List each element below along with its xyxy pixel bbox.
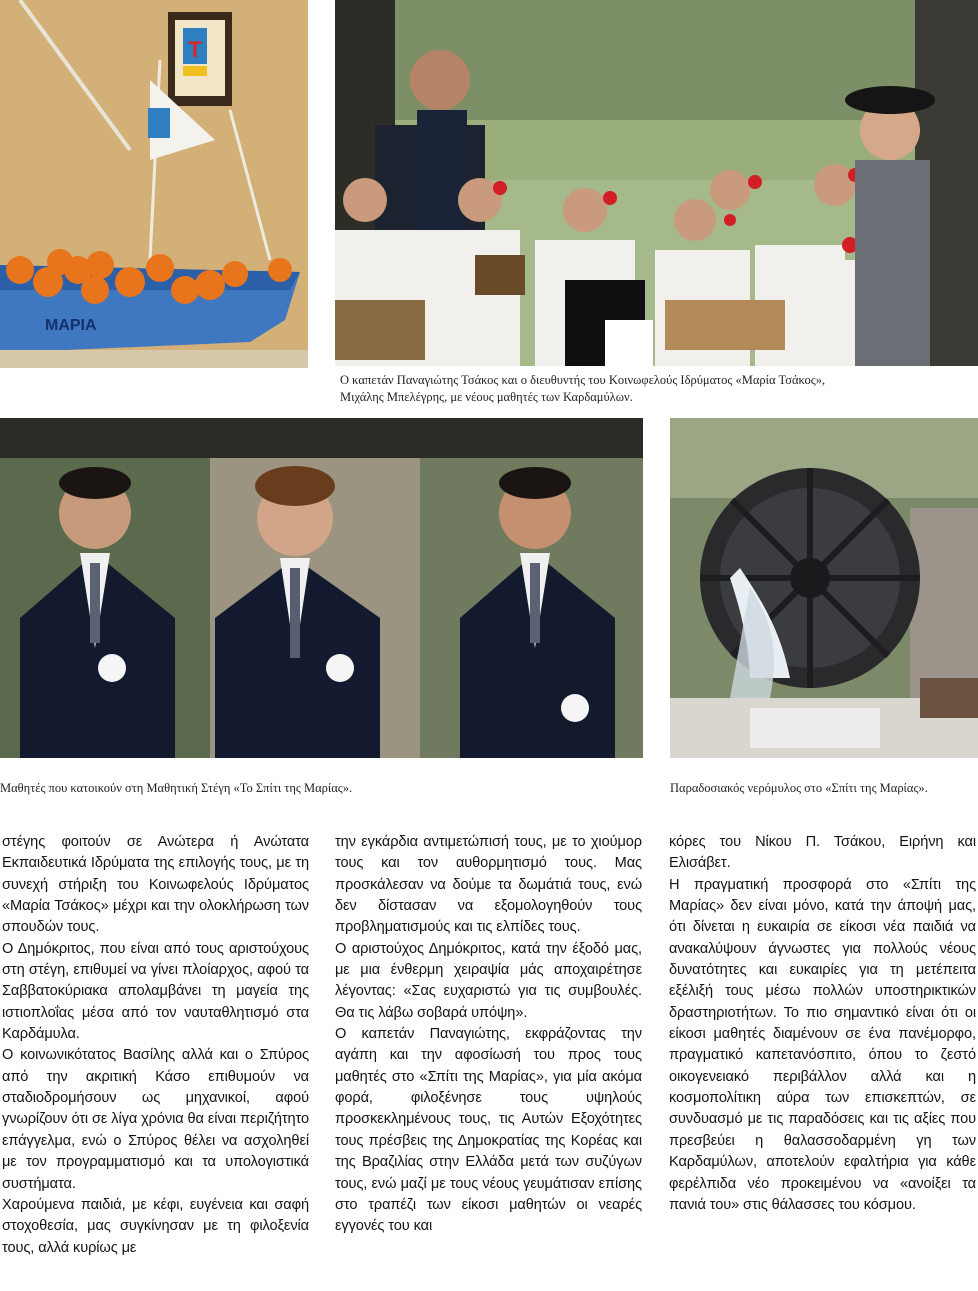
children-group-photo-icon xyxy=(335,0,978,366)
text-column-1 xyxy=(2,832,309,1259)
text-column-2 xyxy=(335,832,642,1238)
col2-paragraph-3: Ο καπετάν Παναγιώτης, εκφράζοντας την αγάπη και την αφοσίωσή του προς τους μαθητές στο «Σπίτι της Μαρίας», για μία ακόμα φορά, φιλοξένησε τους υψηλούς προσκεκλημένους τους, τις Αυτών Εξοχότητες τους πρέσβεις της Δημοκρατίας της Κορέας και της Βραζιλίας στην Ελλάδα μετά των συζύγων τους, ενώ μαζί με τους νέους γευμάτισαν επίσης στο τραπέζι των είκοσι μαθητών οι νεαρές εγγονές του και xyxy=(335,1026,642,1235)
col2-paragraph-1: την εγκάρδια αντιμετώπισή τους, με το χιούμορ τους και τον αυθορμητισμό τους. Μας προσκάλεσαν να δούμε τα δωμάτιά τους, ενώ δεν δίστασαν να εξομολογηθούν τους προβληματισμούς και τις ελπίδες τους. xyxy=(335,834,642,936)
watermill-photo-caption: Παραδοσιακός νερόμυλος στο «Σπίτι της Μαρίας». xyxy=(670,781,928,795)
col1-paragraph-1: στέγης φοιτούν σε Ανώτερα ή Ανώτατα Εκπαιδευτικά Ιδρύματα της επιλογής τους, με τη συνεχή στήριξη του Κοινωφελούς Ιδρύματος «Μαρία Τσάκος» μέχρι και την ολοκλήρωση των σπουδών τους. xyxy=(2,834,309,936)
boat-with-oranges-icon xyxy=(0,0,308,368)
orange-boat-photo xyxy=(0,0,308,368)
col1-paragraph-2: Ο Δημόκριτος, που είναι από τους αριστούχους στη στέγη, επιθυμεί να γίνει πλοίαρχος, αφού τα Σαββατοκύριακα απολαμβάνει τη μαγεία της ιστιοπλοΐας μέσα από τον ναυταθλητισμό στα Καρδάμυλα. xyxy=(2,940,309,1043)
caption-line-2: Μιχάλης Μπελέγρης, με νέους μαθητές των Καρδαμύλων. xyxy=(340,390,633,404)
students-photo xyxy=(0,418,643,758)
students-photo-caption: Μαθητές που κατοικούν στη Μαθητική Στέγη «Το Σπίτι της Μαρίας». xyxy=(0,781,353,795)
children-group-photo xyxy=(335,0,978,366)
flag-letter: T xyxy=(188,37,202,62)
caption-line-1: Ο καπετάν Παναγιώτης Τσάκος και ο διευθυντής του Κοινωφελούς Ιδρύματος «Μαρία Τσάκος», xyxy=(340,373,826,387)
watermill-photo xyxy=(670,418,978,758)
col1-paragraph-4: Χαρούμενα παιδιά, με κέφι, ευγένεια και σαφή στοχοθεσία, μας συγκίνησαν με τη φιλοξενία τους, αλλά κυρίως με xyxy=(2,1196,309,1256)
col2-paragraph-2: Ο αριστούχος Δημόκριτος, κατά την έξοδό μας, με μια ένθερμη χειραψία μάς αποχαιρέτησε λέγοντας: «Σας ευχαριστώ για τις συμβουλές. Θα τις λάβω σοβαρά υπόψη». xyxy=(335,940,642,1021)
children-photo-caption xyxy=(340,372,970,406)
students-in-blazers-photo-icon xyxy=(0,418,643,758)
col3-paragraph-1: κόρες του Νίκου Π. Τσάκου, Ειρήνη και Ελισάβετ. xyxy=(669,834,976,872)
water-wheel-photo-icon xyxy=(670,418,978,758)
text-column-3 xyxy=(669,832,976,1216)
boat-name: ΜΑΡΙΑ xyxy=(45,317,97,334)
col1-paragraph-3: Ο κοινωνικότατος Βασίλης αλλά και ο Σπύρος από την ακριτική Κάσο επιθυμούν να σταδιοδρομήσουν ως μηχανικοί, αφού γνωρίζουν ότι σε λίγα χρόνια θα είναι περιζήτητο επάγγελμα, ενώ ο Σπύρος θέλει να ασχοληθεί με τον προγραμματισμό και τα υπολογιστικά συστήματα. xyxy=(2,1047,309,1192)
col3-paragraph-2: Η πραγματική προσφορά στο «Σπίτι της Μαρίας» δεν είναι μόνο, κατά την άποψή μας, ότι δίνεται η ευκαιρία σε είκοσι νέα παιδιά να ανακαλύψουν άγνωστες για πολλούς νέους δυνατότητες και ευκαιρίες για τη μετέπειτα εξέλιξή τους μέσω πολλών υποστηρικτικών δραστηριοτήτων. Το πιο σημαντικό είναι ότι οι είκοσι μαθητές διαμένουν σε ένα πανέμορφο, πραγματικό καπετανόσπιτο, όπου το ζεστό οικογενειακό περιβάλλον αλλά και η κοσμοπολίτικη αύρα των επισκεπτών, σε συνδυασμό με τις παραδόσεις και τις αξίες που πρεσβεύει η θαλασσοδαρμένη γη των Καρδαμύλων, αποτελούν εφαλτήρια για κάθε φερέλπιδα νέο προκειμένου να «ανοίξει τα πανιά του» στις θάλασσες του κόσμου. xyxy=(669,876,976,1213)
